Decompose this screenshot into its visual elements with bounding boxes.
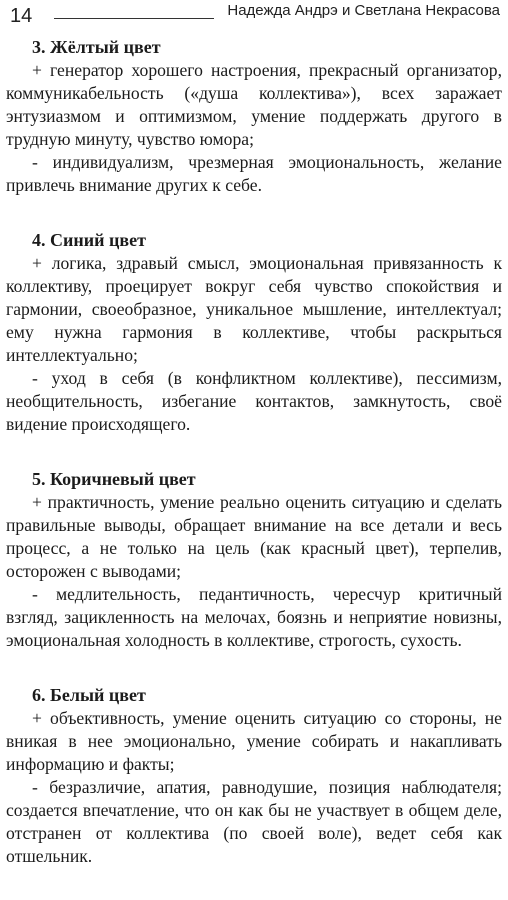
negative-traits: - индивидуализм, чрезмерная эмоциональность, желание привлечь внимание других к себе. (6, 152, 502, 195)
positive-traits: + практичность, умение реально оценить ситуацию и сделать правильные выводы, обращает внимание на все детали и весь процесс, а не только на цель (как красный цвет), терпелив, осторожен с выводами; (6, 492, 502, 581)
negative-traits: - уход в себя (в конфликтном коллективе), пессимизм, необщительность, избегание контактов, замкнутость, своё видение происходящего. (6, 368, 502, 434)
positive-traits: + логика, здравый смысл, эмоциональная привязанность к коллективу, проецирует вокруг себя чувство спокойствия и гармонии, своеобразное, уникальное мышление, интеллектуал; ему нужна гармония в коллективе, чтобы раскрыться интеллектуально; (6, 253, 502, 365)
page-header (4, 0, 504, 30)
section-title: 3. Жёлтый цвет (32, 37, 161, 57)
section-white (6, 684, 502, 868)
section-title: 5. Коричневый цвет (32, 469, 196, 489)
section-title: 6. Белый цвет (32, 685, 146, 705)
negative-traits: - безразличие, апатия, равнодушие, позиция наблюдателя; создается впечатление, что он как бы не участвует в общем деле, отстранен от коллектива (по своей воле), ведет себя как отшельник. (6, 777, 502, 866)
positive-traits: + генератор хорошего настроения, прекрасный организатор, коммуникабельность («душа коллектива»), всех заражает энтузиазмом и оптимизмом, умение поддержать другого в трудную минуту, чувство юмора; (6, 60, 502, 149)
section-yellow (6, 36, 502, 197)
section-title: 4. Синий цвет (32, 230, 146, 250)
page-number: 14 (10, 5, 33, 27)
positive-traits: + объективность, умение оценить ситуацию со стороны, не вникая в нее эмоционально, умение собирать и накапливать информацию и факты; (6, 708, 502, 774)
negative-traits: - медлительность, педантичность, чересчур критичный взгляд, зацикленность на мелочах, боязнь и неприятие новизны, эмоциональная холодность в коллективе, строгость, сухость. (6, 584, 502, 650)
running-head: Надежда Андрэ и Светлана Некрасова (227, 2, 500, 19)
section-brown (6, 468, 502, 652)
page-body (6, 36, 502, 900)
section-blue (6, 229, 502, 436)
header-rule (54, 18, 214, 19)
